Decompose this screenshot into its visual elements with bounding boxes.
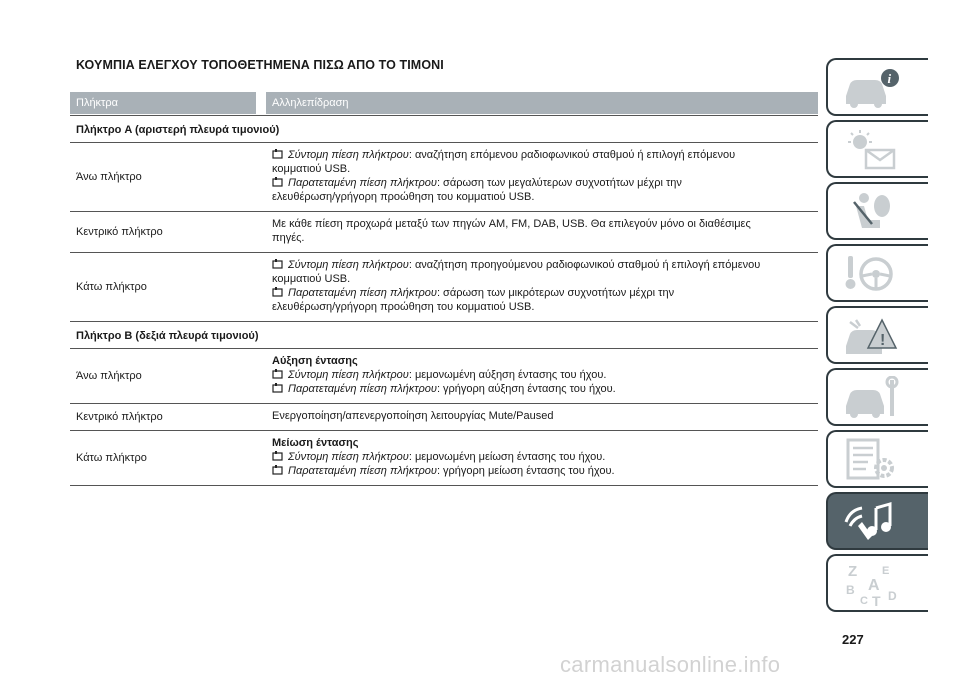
car-emergency-icon	[842, 314, 900, 358]
table-row	[70, 143, 818, 212]
table-row	[70, 349, 818, 404]
svg-text:!: !	[880, 332, 886, 349]
svg-text:A: A	[868, 577, 880, 594]
svg-text:Z: Z	[848, 563, 858, 580]
bullet-icon	[272, 382, 284, 394]
key-label: Κεντρικό πλήκτρο	[76, 226, 163, 238]
tab-safety[interactable]	[826, 182, 928, 240]
table-header	[70, 92, 818, 114]
table-row	[70, 404, 818, 431]
table-row	[70, 212, 818, 253]
section-title-b: Πλήκτρο B (δεξιά πλευρά τιμονιού)	[70, 322, 818, 349]
tab-technical-data[interactable]	[826, 430, 928, 488]
bullet-icon	[272, 286, 284, 298]
multimedia-icon	[842, 500, 900, 544]
tab-servicing[interactable]	[826, 368, 928, 426]
svg-text:E: E	[882, 565, 890, 577]
page-title: ΚΟΥΜΠΙΑ ΕΛΕΓΧΟΥ ΤΟΠΟΘΕΤΗΜΕΝΑ ΠΙΣΩ ΑΠΟ ΤΟ ΤΙΜΟΝΙ	[76, 58, 444, 72]
key-description: Αύξηση έντασης Σύντομη πίεση πλήκτρου: μεμονωμένη αύξηση έντασης του ήχου. Παρατεταμένη πίεση πλήκτρου: γρήγορη αύξηση έντασης του ήχου.	[272, 355, 616, 395]
tab-warning-lights[interactable]	[826, 120, 928, 178]
key-label: Άνω πλήκτρο	[76, 171, 142, 183]
key-label: Κεντρικό πλήκτρο	[76, 411, 163, 423]
table-row	[70, 431, 818, 486]
svg-text:T: T	[872, 593, 881, 606]
key-label: Κάτω πλήκτρο	[76, 452, 147, 464]
page-number: 227	[842, 632, 864, 647]
car-maintenance-icon	[842, 376, 900, 420]
tab-car-info[interactable]	[826, 58, 928, 116]
header-keys: Πλήκτρα	[70, 92, 256, 114]
bullet-icon	[272, 258, 284, 270]
key-label: Άνω πλήκτρο	[76, 370, 142, 382]
svg-text:C: C	[860, 595, 868, 606]
car-info-icon	[842, 66, 900, 110]
key-label: Κάτω πλήκτρο	[76, 281, 147, 293]
technical-data-icon	[842, 438, 900, 482]
bullet-icon	[272, 176, 284, 188]
tab-emergency[interactable]	[826, 306, 928, 364]
key-description: Σύντομη πίεση πλήκτρου: αναζήτηση επόμενου ραδιοφωνικού σταθμού ή επιλογή επόμενου κομματιού USB. Παρατεταμένη πίεση πλήκτρου: σάρωση των μεγαλύτερων συχνοτήτων μέχρι την ελευθέρωση/γρήγορη προώθηση του κομματιού USB.	[272, 149, 736, 203]
warning-lights-message-icon	[842, 128, 900, 172]
bullet-icon	[272, 148, 284, 160]
chapter-tabs	[826, 58, 928, 616]
key-description: Με κάθε πίεση προχωρά μεταξύ των πηγών AM, FM, DAB, USB. Θα επιλεγούν μόνο οι διαθέσιμες πηγές.	[272, 218, 751, 244]
key-description: Ενεργοποίηση/απενεργοποίηση λειτουργίας Mute/Paused	[272, 410, 554, 422]
tab-index[interactable]	[826, 554, 928, 612]
tab-start-driving[interactable]	[826, 244, 928, 302]
bullet-icon	[272, 368, 284, 380]
svg-text:B: B	[846, 583, 855, 597]
index-icon	[842, 562, 900, 606]
table-row	[70, 253, 818, 322]
controls-table	[70, 92, 818, 486]
key-description: Μείωση έντασης Σύντομη πίεση πλήκτρου: μεμονωμένη μείωση έντασης του ήχου. Παρατεταμένη πίεση πλήκτρου: γρήγορη μείωση έντασης του ήχου.	[272, 437, 615, 477]
svg-text:i: i	[887, 71, 892, 86]
key-steering-wheel-icon	[842, 252, 900, 296]
bullet-icon	[272, 450, 284, 462]
header-interaction: Αλληλεπίδραση	[266, 92, 818, 114]
watermark: carmanualsonline.info	[560, 652, 781, 677]
section-title-a: Πλήκτρο A (αριστερή πλευρά τιμονιού)	[70, 115, 818, 143]
key-description: Σύντομη πίεση πλήκτρου: αναζήτηση προηγούμενου ραδιοφωνικού σταθμού ή επιλογή επόμενου κομματιού USB. Παρατεταμένη πίεση πλήκτρου: σάρωση των μικρότερων συχνοτήτων μέχρι την ελευθέρωση/γρήγορη προώθηση του κομματιού USB.	[272, 259, 761, 313]
bullet-icon	[272, 464, 284, 476]
tab-multimedia[interactable]	[826, 492, 928, 550]
svg-text:D: D	[888, 589, 897, 603]
seat-airbag-icon	[842, 190, 900, 234]
